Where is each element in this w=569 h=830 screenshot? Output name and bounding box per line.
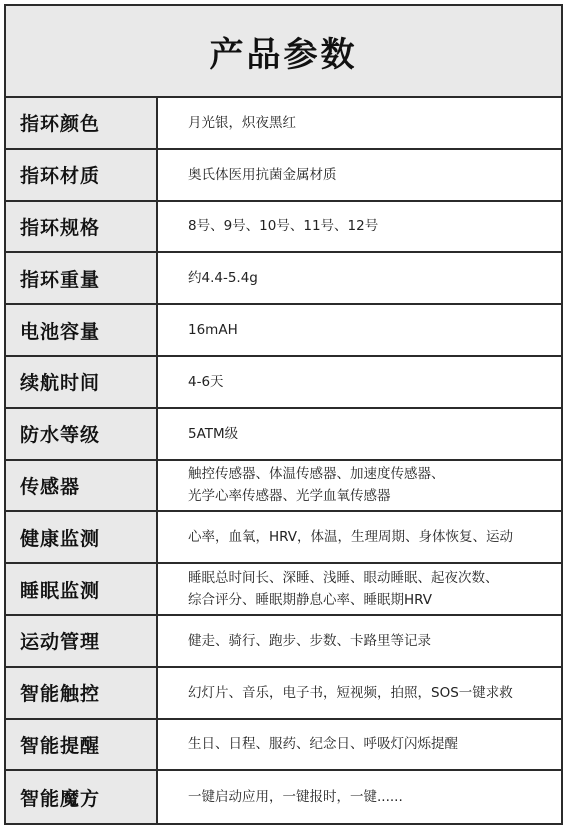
spec-value: [158, 202, 561, 252]
spec-value: [158, 564, 561, 614]
spec-row: [6, 771, 561, 823]
spec-value: [158, 771, 561, 823]
spec-row: [6, 202, 561, 254]
spec-label: 智能魔方: [6, 771, 158, 823]
spec-value-line: 16mAH: [188, 322, 238, 339]
spec-label: 智能触控: [6, 668, 158, 718]
page-title: 产品参数: [209, 34, 358, 75]
spec-value-line: 约4.4-5.4g: [188, 270, 258, 287]
spec-value: [158, 305, 561, 355]
spec-label: 指环规格: [6, 202, 158, 252]
product-spec-table: [4, 4, 563, 825]
spec-row: [6, 150, 561, 202]
spec-label: 指环重量: [6, 253, 158, 303]
spec-row: [6, 357, 561, 409]
spec-label: 睡眠监测: [6, 564, 158, 614]
spec-value-line: 幻灯片、音乐，电子书，短视频，拍照，SOS一键求救: [188, 684, 513, 701]
spec-label: 智能提醒: [6, 720, 158, 770]
spec-row: [6, 512, 561, 564]
spec-value-line: 8号、9号、10号、11号、12号: [188, 218, 379, 235]
spec-value-line: 光学心率传感器、光学血氧传感器: [188, 488, 391, 505]
spec-value-line: 触控传感器、体温传感器、加速度传感器、: [188, 466, 445, 483]
spec-value: [158, 720, 561, 770]
spec-label: 健康监测: [6, 512, 158, 562]
spec-row: [6, 409, 561, 461]
spec-value-line: 4-6天: [188, 373, 224, 390]
spec-value: [158, 98, 561, 148]
spec-value: [158, 409, 561, 459]
spec-label: 续航时间: [6, 357, 158, 407]
spec-row: [6, 461, 561, 513]
spec-value-line: 奥氏体医用抗菌金属材质: [188, 166, 337, 183]
spec-value-line: 睡眠总时间长、深睡、浅睡、眼动睡眠、起夜次数、: [188, 570, 499, 587]
spec-value-line: 综合评分、睡眠期静息心率、睡眠期HRV: [188, 592, 433, 609]
spec-row: [6, 720, 561, 772]
table-header: [6, 6, 561, 98]
spec-value: [158, 150, 561, 200]
spec-row: [6, 668, 561, 720]
spec-rows: [6, 98, 561, 823]
spec-label: 指环材质: [6, 150, 158, 200]
spec-label: 运动管理: [6, 616, 158, 666]
spec-value-line: 5ATM级: [188, 425, 239, 442]
spec-label: 传感器: [6, 461, 158, 511]
spec-value: [158, 253, 561, 303]
spec-value: [158, 461, 561, 511]
spec-row: [6, 305, 561, 357]
spec-row: [6, 98, 561, 150]
spec-label: 防水等级: [6, 409, 158, 459]
spec-row: [6, 253, 561, 305]
spec-value-line: 心率，血氧，HRV，体温，生理周期、身体恢复、运动: [188, 529, 514, 546]
spec-value-line: 一键启动应用，一键报时，一键......: [188, 789, 403, 806]
spec-label: 指环颜色: [6, 98, 158, 148]
spec-row: [6, 616, 561, 668]
spec-value-line: 健走、骑行、跑步、步数、卡路里等记录: [188, 632, 431, 649]
spec-value-line: 生日、日程、服药、纪念日、呼吸灯闪烁提醒: [188, 736, 458, 753]
spec-value-line: 月光银，炽夜黑红: [188, 114, 296, 131]
spec-label: 电池容量: [6, 305, 158, 355]
spec-value: [158, 668, 561, 718]
spec-row: [6, 564, 561, 616]
spec-value: [158, 512, 561, 562]
spec-value: [158, 616, 561, 666]
spec-value: [158, 357, 561, 407]
